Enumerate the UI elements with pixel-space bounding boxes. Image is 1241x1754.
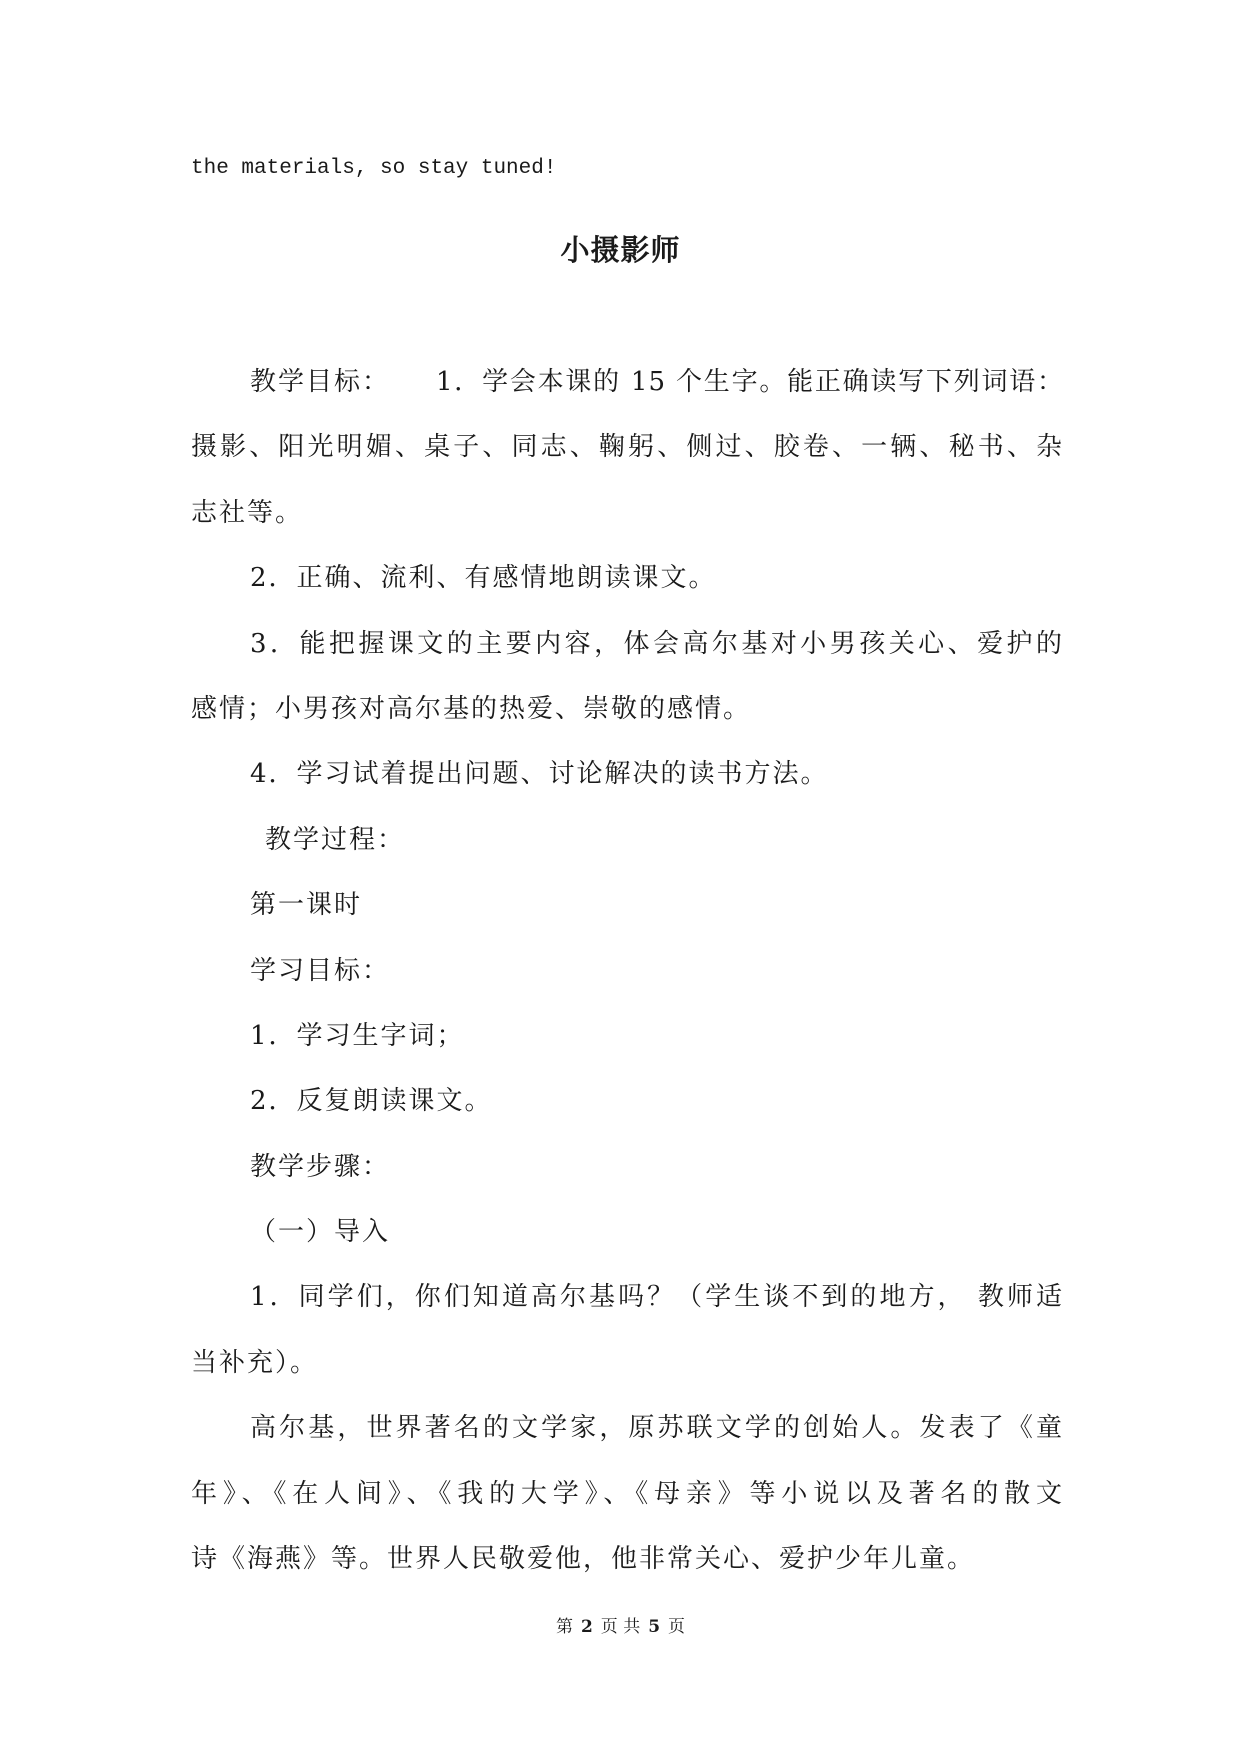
- learning-goal-item: 2．反复朗读课文。: [250, 1086, 493, 1117]
- footer-middle: 页 共: [600, 1617, 641, 1637]
- intro-line-1: 高尔基，世界著名的文学家，原苏联文学的创始人。发表了《童: [250, 1413, 1064, 1444]
- goal-item-1-line-1: 1．学会本课的 15 个生字。能正确读写下列词语：: [436, 367, 1064, 397]
- goal-item-2: 2．正确、流利、有感情地朗读课文。: [250, 563, 717, 594]
- page-footer: [0, 1614, 1241, 1640]
- intro-line-2: 年》、《在人间》、《我的大学》、《母亲》等小说以及著名的散文: [191, 1478, 1064, 1509]
- intro-line-3: 诗《海燕》等。世界人民敬爱他，他非常关心、爱护少年儿童。: [191, 1544, 976, 1575]
- footer-suffix: 页: [668, 1617, 686, 1637]
- goal-item-1-line-3: 志社等。: [191, 497, 304, 528]
- carryover-text: the materials, so stay tuned!: [191, 157, 557, 180]
- goal-item-3-line-2: 感情；小男孩对高尔基的热爱、崇敬的感情。: [191, 693, 752, 724]
- goal-item-1-line-2: 摄影、阳光明媚、桌子、同志、鞠躬、侧过、胶卷、一辆、秘书、杂: [191, 432, 1064, 463]
- goal-item-4: 4．学习试着提出问题、讨论解决的读书方法。: [250, 759, 829, 790]
- learning-goals-label: 学习目标：: [250, 955, 391, 986]
- goal-item-3-line-1: 3．能把握课文的主要内容，体会高尔基对小男孩关心、爱护的: [250, 628, 1064, 659]
- question-line-2: 当补充）。: [191, 1347, 319, 1378]
- footer-prefix: 第: [555, 1617, 573, 1637]
- lesson-heading: 第一课时: [250, 890, 363, 921]
- question-line-1: 1．同学们，你们知道高尔基吗？（学生谈不到的地方， 教师适: [250, 1282, 1064, 1313]
- document-body: [191, 350, 1064, 1592]
- teaching-steps-label: 教学步骤：: [250, 1151, 391, 1182]
- section-heading: （一）导入: [250, 1217, 391, 1248]
- page-title: 小摄影师: [560, 233, 681, 267]
- teaching-goals-first-line: [191, 350, 1064, 415]
- footer-current-page: 2: [580, 1617, 593, 1637]
- footer-total-pages: 5: [648, 1617, 661, 1637]
- teaching-process-label: 教学过程：: [265, 824, 406, 855]
- learning-goal-item: 1．学习生字词；: [250, 1020, 465, 1051]
- teaching-goals-label: 教学目标：: [250, 367, 391, 397]
